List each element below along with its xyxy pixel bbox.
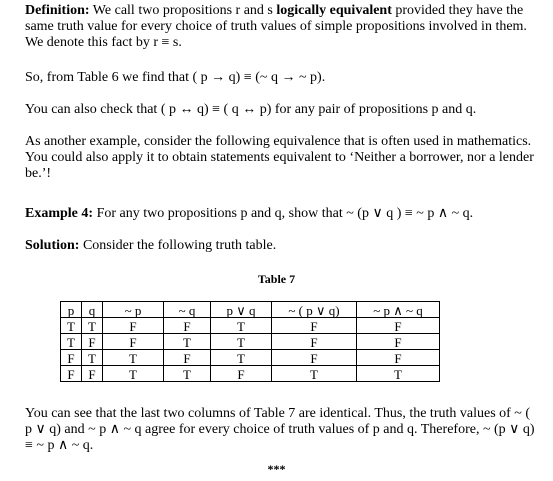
definition-text-2: provided they have the same truth value for every choice of truth values of simple propositions involved in them. We denote this fact by r ≡ s. — [25, 3, 527, 50]
table-header-cell: ~ p — [103, 302, 164, 318]
table-cell: T — [211, 334, 272, 350]
truth-table — [60, 301, 440, 382]
example-4-text: For any two propositions p and q, show that ~ (p ∨ q ) ≡ ~ p ∧ ~ q. — [93, 206, 474, 221]
table-cell: T — [61, 334, 82, 350]
table-cell: T — [357, 366, 440, 382]
table-cell: T — [103, 350, 164, 366]
table-cell: F — [164, 318, 211, 334]
table-cell: T — [211, 318, 272, 334]
also-paragraph: You can also check that ( p ↔ q) ≡ ( q ↔ p) for any pair of propositions p and q. — [25, 102, 477, 117]
table-cell: T — [211, 350, 272, 366]
table-title: Table 7 — [257, 272, 296, 286]
example-paragraph: As another example, consider the following equivalence that is often used in mathematics. You could also apply it to obtain statements equivalent to ‘Neither a borrower, nor a lender be.’! — [25, 134, 534, 181]
table-header-cell: ~ ( p ∨ q) — [272, 302, 357, 318]
table-cell: T — [82, 350, 103, 366]
table-header-cell: p — [61, 302, 82, 318]
definition-paragraph — [25, 3, 535, 51]
solution-text: Consider the following truth table. — [79, 238, 277, 253]
table-cell: F — [103, 334, 164, 350]
table-cell: T — [103, 366, 164, 382]
definition-text-1: We call two propositions r and s — [89, 3, 277, 18]
table-cell: F — [164, 350, 211, 366]
table-row — [61, 318, 440, 334]
definition-label: Definition: — [25, 3, 90, 18]
table-cell: F — [82, 366, 103, 382]
table-cell: T — [82, 318, 103, 334]
table-cell: F — [357, 334, 440, 350]
table-header-cell: p ∨ q — [211, 302, 272, 318]
table-cell: F — [103, 318, 164, 334]
table-cell: T — [164, 366, 211, 382]
table-cell: F — [272, 334, 357, 350]
table-cell: F — [61, 350, 82, 366]
table-header-cell: q — [82, 302, 103, 318]
table-cell: F — [272, 350, 357, 366]
table-cell: F — [211, 366, 272, 382]
table-header-cell: ~ q — [164, 302, 211, 318]
example-4-paragraph — [25, 206, 535, 222]
table-cell: F — [82, 334, 103, 350]
table-cell: T — [272, 366, 357, 382]
example-4-label: Example 4: — [25, 206, 94, 221]
table-row — [61, 334, 440, 350]
solution-paragraph — [25, 238, 535, 254]
table-cell: F — [357, 350, 440, 366]
table-header-cell: ~ p ∧ ~ q — [357, 302, 440, 318]
table-row — [61, 366, 440, 382]
table-cell: F — [357, 318, 440, 334]
conclusion-paragraph: You can see that the last two columns of Table 7 are identical. Thus, the truth values of ~ ( p ∨ q) and ~ p ∧ ~ q agree for every choice of truth values of p and q. Therefore, ~ (p ∨ q) ≡ ~ p ∧ ~ q. — [25, 406, 535, 453]
table-cell: T — [61, 318, 82, 334]
table-cell: T — [164, 334, 211, 350]
table-row — [61, 350, 440, 366]
definition-term: logically equivalent — [276, 3, 392, 18]
section-separator: *** — [267, 462, 286, 476]
so-paragraph: So, from Table 6 we find that ( p → q) ≡ (~ q → ~ p). — [25, 70, 326, 85]
table-header-row — [61, 302, 440, 318]
solution-label: Solution: — [25, 238, 80, 253]
table-cell: F — [61, 366, 82, 382]
table-cell: F — [272, 318, 357, 334]
